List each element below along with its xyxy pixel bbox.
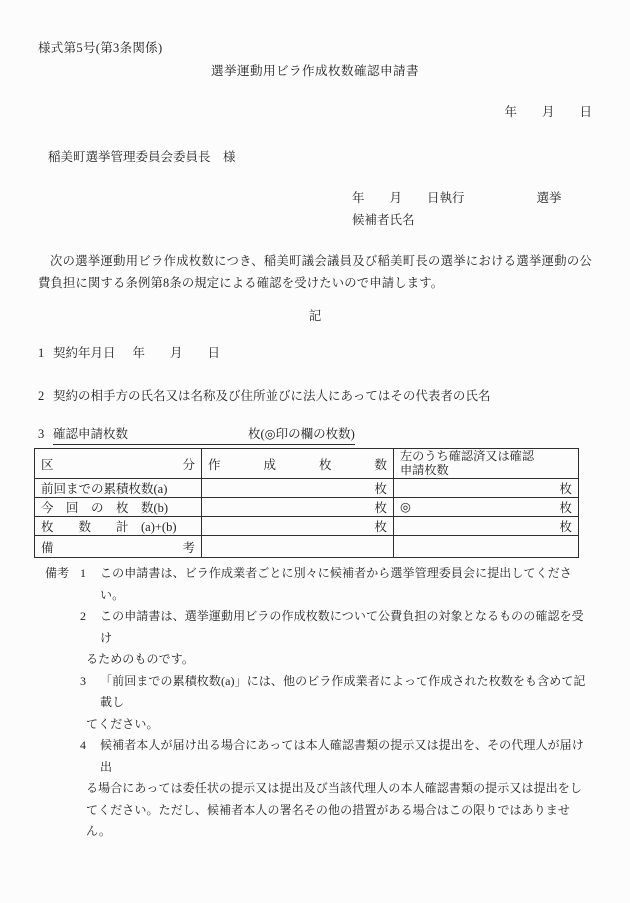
note-number: 1	[80, 566, 87, 580]
header-char: 枚	[318, 457, 332, 472]
note-number: 4	[80, 738, 87, 752]
form-number: 様式第5号(第3条関係)	[38, 41, 163, 55]
note-text-continued: る場合にあっては委任状の提示又は提出及び当該代理人の本人確認書類の提示又は提出をし	[86, 781, 582, 795]
election-date-line	[352, 187, 592, 209]
addressee-line: 稲美町選挙管理委員会委員長 様	[48, 150, 236, 164]
item-label: 契約年月日	[53, 346, 116, 360]
made-count-cell: 枚	[202, 498, 394, 517]
notes-label-spacer	[45, 714, 80, 736]
note-text-continued: るためのものです。	[86, 652, 194, 666]
note-text-continued: てください。ただし、候補者本人の署名その他の措置がある場合はこの限りではありません。	[86, 802, 571, 838]
page-title: 選挙運動用ビラ作成枚数確認申請書	[211, 64, 419, 78]
ki-heading: 記	[308, 309, 322, 323]
note-line	[45, 606, 592, 649]
table-row-current-count	[35, 498, 579, 517]
notes-label-spacer	[45, 606, 80, 649]
made-count-cell: 枚	[202, 479, 394, 498]
notes-label-spacer	[45, 671, 80, 714]
table-row-remarks	[35, 536, 579, 558]
note-line	[45, 563, 592, 606]
item-label: 確認申請枚数	[53, 427, 129, 441]
item-number: 3	[38, 427, 45, 441]
body-paragraph: 次の選挙運動用ビラ作成枚数につき、稲美町議会議員及び稲美町長の選挙における選挙運動の公費負担に関する条例第8条の規定による確認を受けたいので申請します。	[38, 254, 592, 290]
table-row-total	[35, 517, 579, 536]
confirmed-count-cell	[394, 517, 579, 536]
note-text: この申請書は、ビラ作成業者ごとに別々に候補者から選挙管理委員会に提出してください。	[100, 566, 572, 602]
notes-label-spacer	[45, 649, 80, 671]
unit-label: 枚	[559, 482, 572, 496]
election-label: 選挙	[536, 191, 562, 205]
candidate-name-label: 候補者氏名	[352, 213, 415, 227]
note-text: この申請書は、選挙運動用ビラの作成枚数について公費負担の対象となるものの確認を受け	[100, 609, 584, 645]
election-info-block	[352, 187, 592, 231]
requested-count-underline	[53, 426, 355, 445]
item-number: 1	[38, 346, 45, 360]
notes-label-spacer	[45, 735, 80, 778]
header-char: 成	[263, 457, 276, 472]
item-number: 2	[38, 389, 45, 403]
double-circle-mark: ◎	[400, 500, 411, 514]
note-line	[45, 671, 592, 714]
notes-label: 備考	[45, 566, 70, 580]
note-line	[45, 735, 592, 778]
header-category	[35, 449, 202, 479]
unit-label: 枚	[559, 501, 572, 515]
remarks-label	[35, 536, 202, 558]
row-label: 今 回 の 枚 数(b)	[35, 498, 202, 517]
item-contract-date	[38, 345, 592, 362]
header-category-right: 分	[182, 457, 195, 472]
note-line	[45, 714, 592, 736]
note-text: 「前回までの累積枚数(a)」には、他のビラ作成業者によって作成された枚数をも含めて記載し	[100, 673, 586, 709]
application-date-line: 年 月 日	[504, 105, 592, 119]
confirmed-count-cell	[394, 479, 579, 498]
count-unit-note: 枚(◎印の欄の枚数)	[248, 427, 355, 441]
note-text: 候補者本人が届け出る場合にあっては本人確認書類の提示又は提出を、その代理人が届け出	[100, 738, 584, 774]
note-number: 3	[80, 673, 87, 688]
header-confirmed-line1: 左のうち確認済又は確認	[400, 449, 535, 463]
item-requested-count	[38, 426, 592, 445]
header-category-left: 区	[41, 457, 54, 472]
note-text-continued: てください。	[86, 716, 159, 731]
header-confirmed-count	[394, 449, 579, 479]
notes-label-spacer	[45, 800, 80, 843]
item-contract-party	[38, 388, 592, 405]
row-label: 枚 数 計 (a)+(b)	[35, 517, 202, 536]
table-row-previous-total	[35, 479, 579, 498]
table-header-row	[35, 449, 579, 479]
made-count-cell: 枚	[202, 517, 394, 536]
header-made-count	[202, 449, 394, 479]
contract-date-blanks: 年 月 日	[132, 346, 221, 360]
header-char: 作	[208, 457, 221, 472]
note-line	[45, 800, 592, 843]
confirmed-count-cell	[394, 498, 579, 517]
note-line	[45, 649, 592, 671]
row-label: 前回までの累積枚数(a)	[35, 479, 202, 498]
remarks-made-cell	[202, 536, 394, 558]
unit-label: 枚	[559, 520, 572, 534]
header-char: 数	[374, 457, 387, 472]
remarks-confirmed-cell	[394, 536, 579, 558]
item-text: 契約の相手方の氏名又は名称及び住所並びに法人にあってはその代表者の氏名	[53, 389, 491, 403]
execution-date-text: 年 月 日執行	[352, 191, 465, 205]
note-line	[45, 778, 592, 800]
header-confirmed-line2: 申請枚数	[400, 462, 449, 477]
remarks-right: 考	[182, 540, 195, 555]
flyer-count-table	[34, 448, 579, 558]
notes-label-spacer	[45, 778, 80, 800]
note-number: 2	[80, 609, 87, 623]
notes-section	[45, 563, 592, 843]
remarks-left: 備	[41, 540, 54, 555]
